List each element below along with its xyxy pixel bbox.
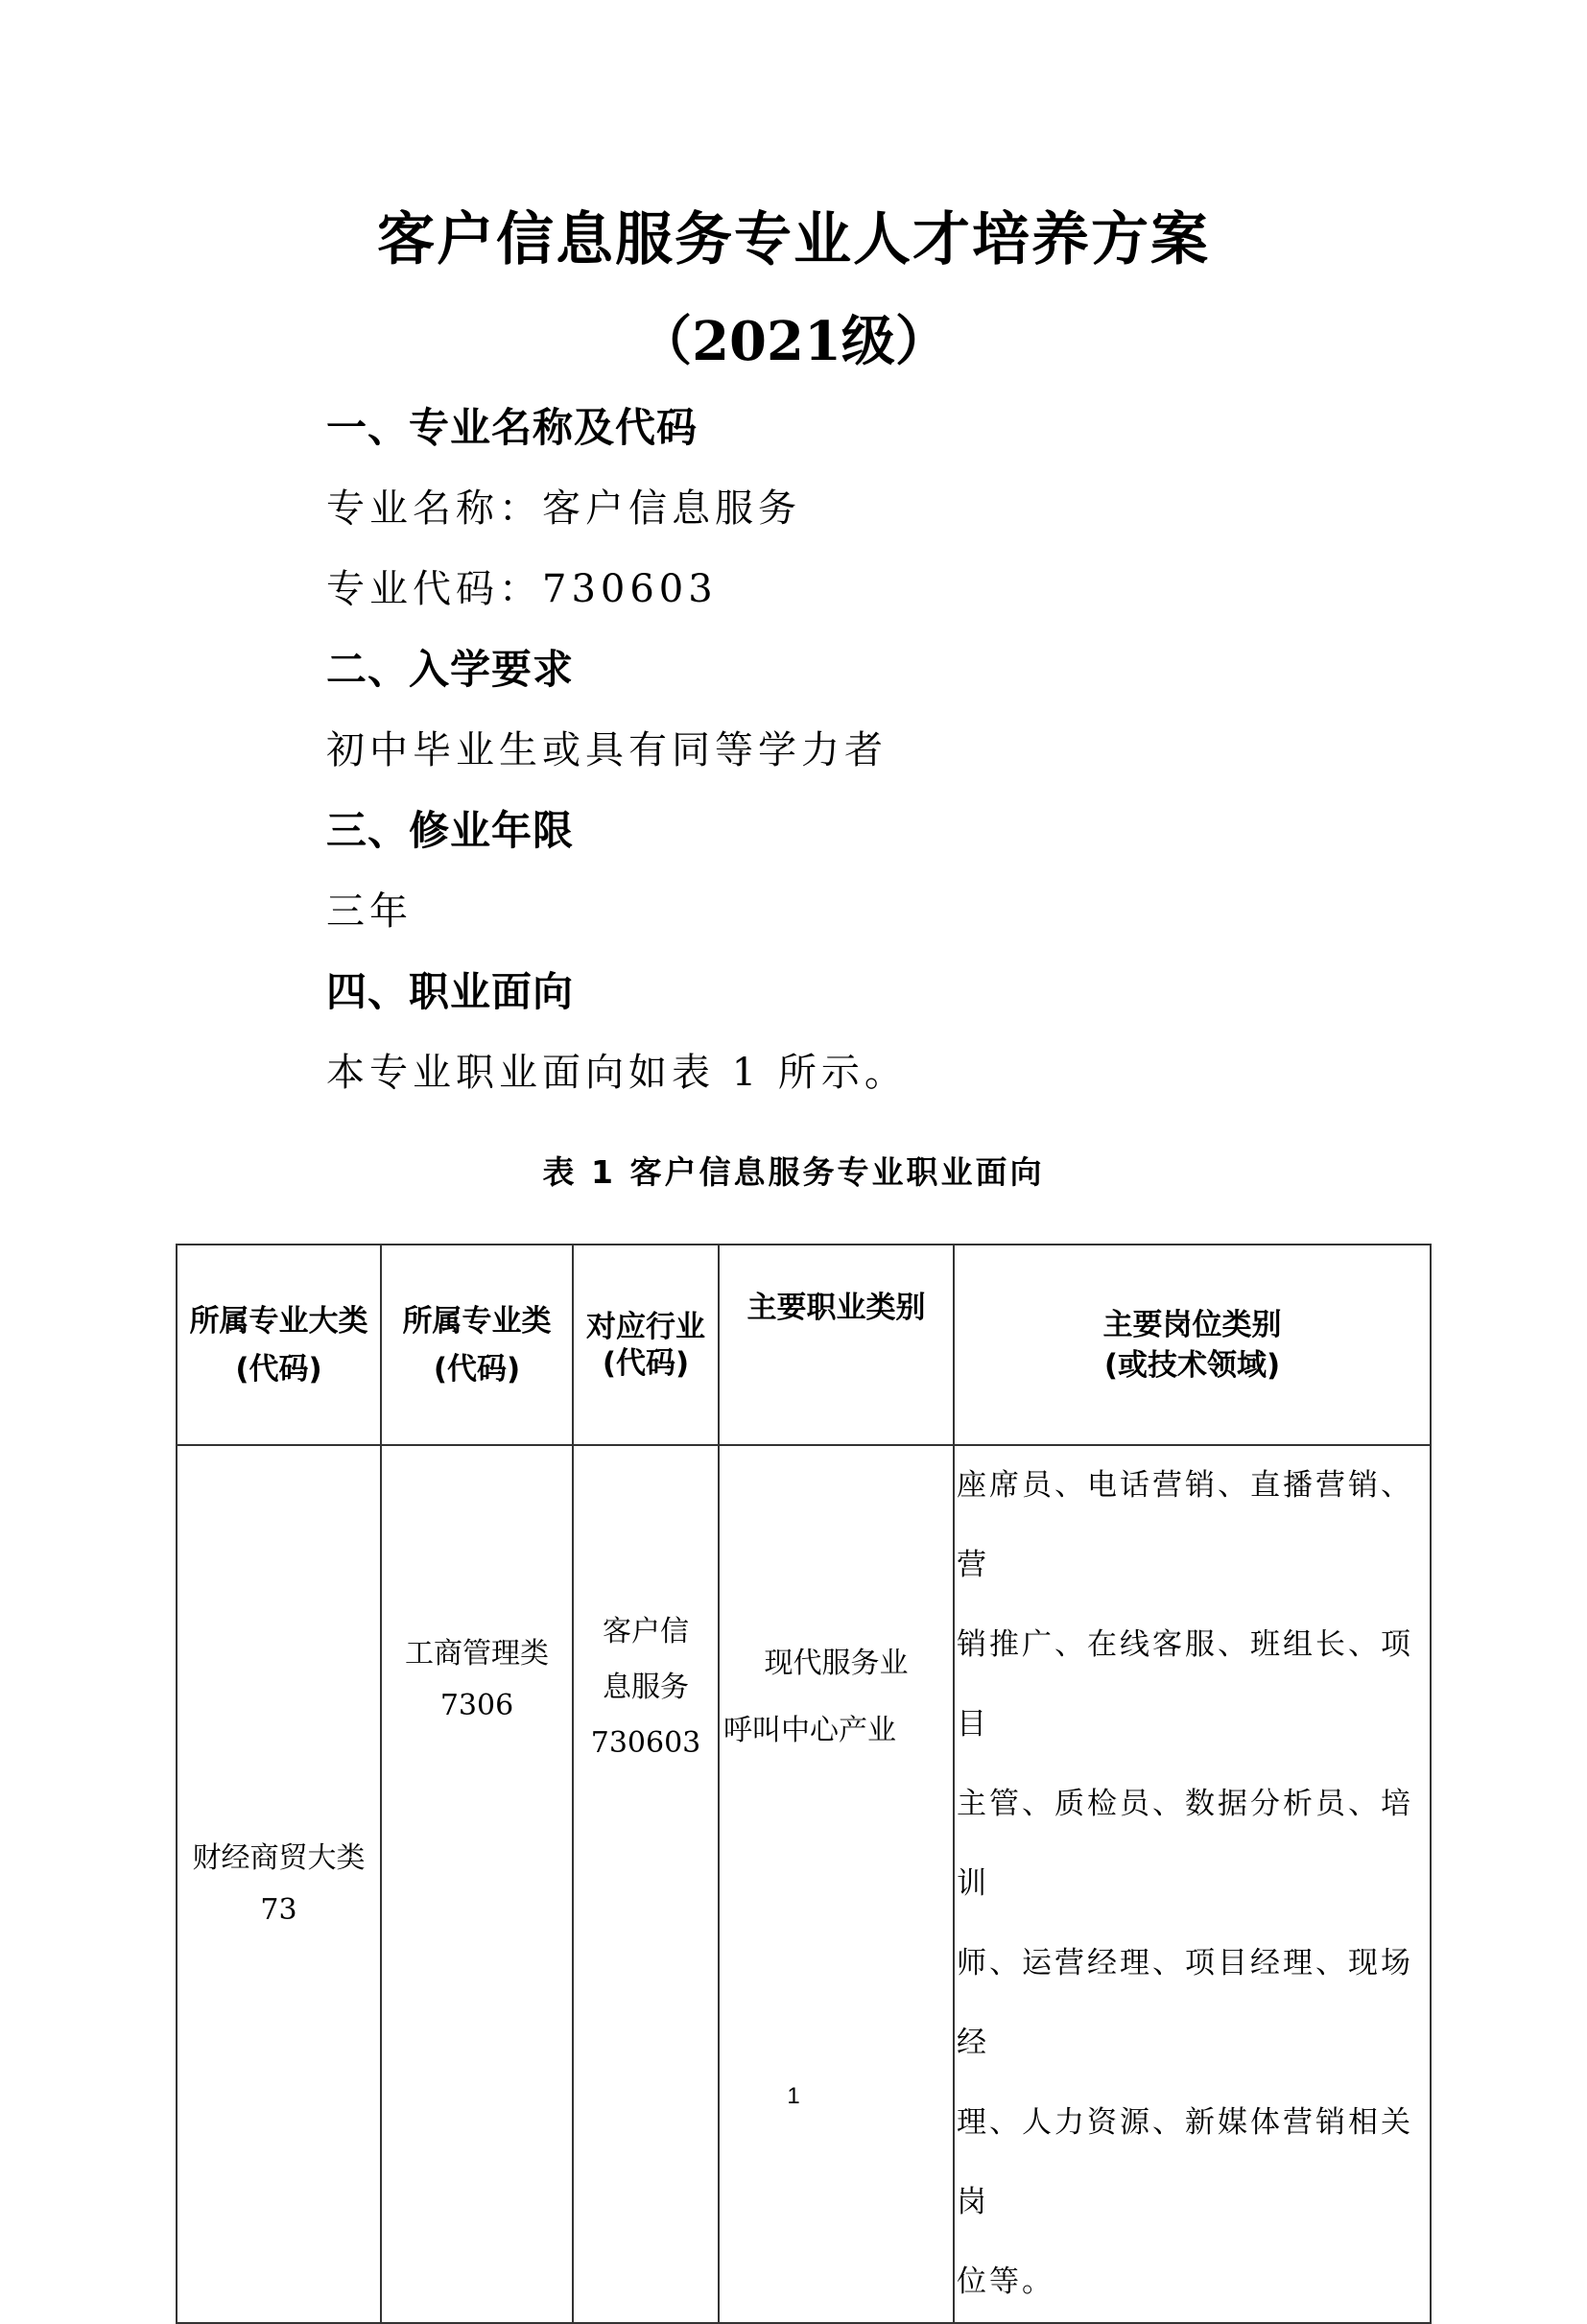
header-text: 对应行业 — [586, 1309, 705, 1344]
page-number: 1 — [787, 2083, 800, 2109]
header-text: (代码) — [433, 1351, 521, 1387]
admission-requirement-line: 初中毕业生或具有同等学力者 — [326, 728, 888, 772]
cell-text: 工商管理类 — [405, 1637, 549, 1671]
document-title: 客户信息服务专业人才培养方案 — [377, 206, 1210, 273]
cell-position-category — [954, 1445, 1431, 2323]
header-text: (代码) — [235, 1351, 322, 1387]
section-heading-admission: 二、入学要求 — [326, 646, 575, 693]
table-header-row — [177, 1245, 1431, 1445]
cell-occupation-category — [719, 1445, 954, 2323]
cell-text: 主管、质检员、数据分析员、培训 — [957, 1787, 1413, 1901]
cell-text: 7306 — [439, 1689, 514, 1722]
header-text: 所属专业类 — [402, 1303, 552, 1339]
table-caption: 表 1 客户信息服务专业职业面向 — [542, 1153, 1045, 1191]
career-intro-line: 本专业职业面向如表 1 所示。 — [326, 1051, 908, 1095]
header-major-class — [381, 1245, 573, 1445]
cell-major-category — [177, 1445, 381, 2323]
cell-text: 客户信 — [603, 1615, 689, 1648]
section-heading-major: 一、专业名称及代码 — [326, 404, 699, 451]
cell-text: 现代服务业 — [764, 1647, 909, 1680]
header-text: (代码) — [602, 1345, 690, 1381]
document-subtitle: （2021级） — [638, 310, 949, 373]
section-heading-duration: 三、修业年限 — [326, 807, 575, 854]
cell-text: 位等。 — [957, 2265, 1054, 2299]
header-occupation-category — [719, 1245, 954, 1445]
cell-major-class — [381, 1445, 573, 2323]
header-major-category — [177, 1245, 381, 1445]
cell-text: 息服务 — [603, 1671, 689, 1704]
header-text: 所属专业大类 — [189, 1303, 368, 1339]
header-text: (或技术领域) — [1103, 1347, 1281, 1383]
cell-text: 理、人力资源、新媒体营销相关岗 — [957, 2105, 1413, 2219]
cell-industry — [573, 1445, 719, 2323]
header-text: 主要岗位类别 — [1102, 1307, 1282, 1342]
header-position-category — [954, 1245, 1431, 1445]
table-row — [177, 1445, 1431, 2323]
cell-text: 财经商贸大类 — [192, 1840, 366, 1875]
major-code-line: 专业代码：730603 — [326, 567, 718, 611]
cell-text: 呼叫中心产业 — [723, 1714, 896, 1747]
major-name-line: 专业名称：客户信息服务 — [326, 486, 801, 531]
header-text: 主要职业类别 — [746, 1291, 926, 1325]
header-industry — [573, 1245, 719, 1445]
career-orientation-table — [176, 1244, 1432, 2324]
cell-text: 师、运营经理、项目经理、现场经 — [957, 1946, 1413, 2060]
duration-line: 三年 — [326, 889, 413, 934]
cell-text: 座席员、电话营销、直播营销、营 — [957, 1468, 1413, 1582]
section-heading-career: 四、职业面向 — [326, 968, 575, 1015]
cell-text: 73 — [260, 1892, 297, 1927]
cell-text: 730603 — [590, 1726, 701, 1760]
cell-text: 销推广、在线客服、班组长、项目 — [957, 1627, 1413, 1742]
